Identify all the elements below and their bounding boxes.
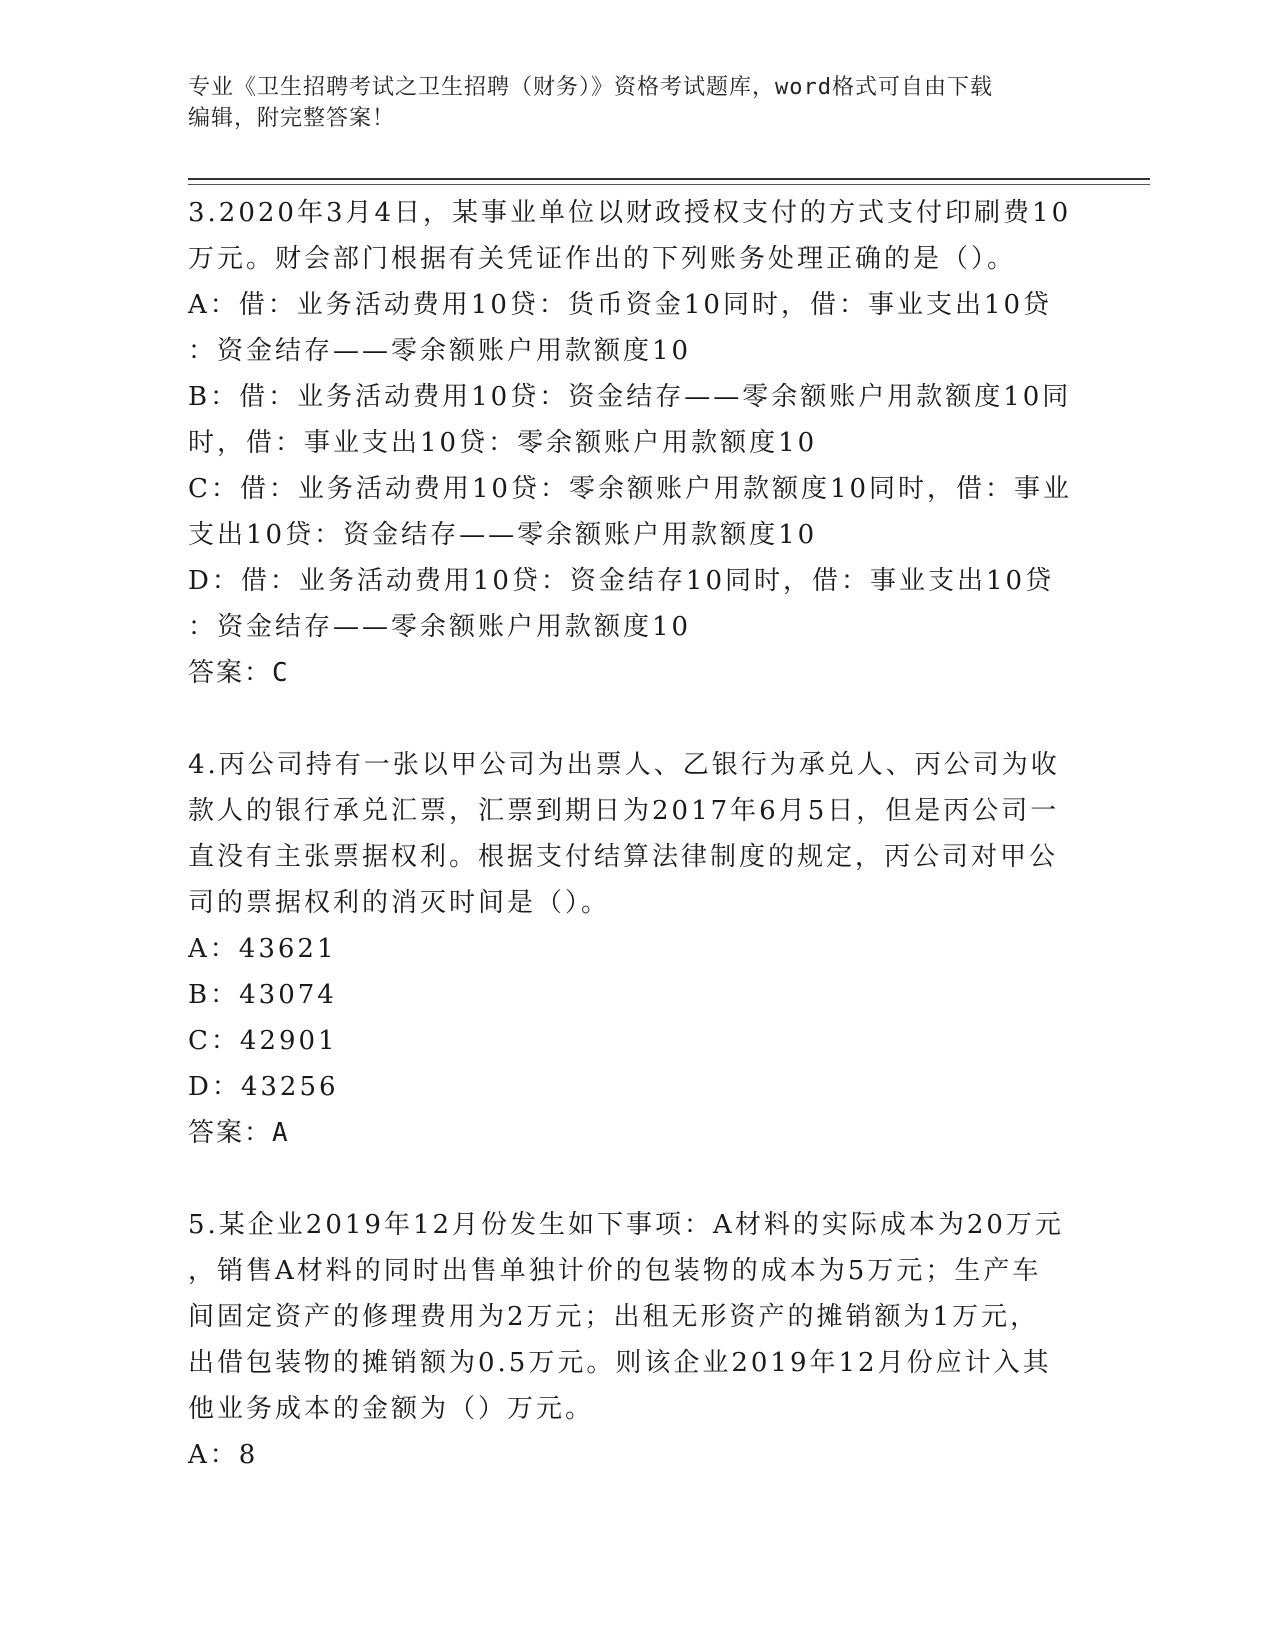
option-b-cont: 时，借：事业支出10贷：零余额账户用款额度10 [188,428,818,458]
answer-label: 答案：A [188,1118,290,1148]
option-a-cont: ：资金结存——零余额账户用款额度10 [188,336,692,366]
option-d: D：43256 [188,1072,339,1102]
header-divider-thin [188,184,1150,185]
option-b: B：借：业务活动费用10贷：资金结存——零余额账户用款额度10同 [188,382,1072,412]
document-header [188,72,1088,134]
question-text-line: 司的票据权利的消灭时间是（）。 [188,888,611,918]
question-text-line: 3.2020年3月4日，某事业单位以财政授权支付的方式支付印刷费10 [188,198,1072,228]
answer-label: 答案：C [188,658,290,688]
question-text-line: 他业务成本的金额为（）万元。 [188,1394,595,1424]
question-gap [188,696,1088,742]
question-text-line: ，销售A材料的同时出售单独计价的包装物的成本为5万元；生产车 [188,1256,1042,1286]
question-gap [188,1156,1088,1202]
option-a: A：借：业务活动费用10贷：货币资金10同时，借：事业支出10贷 [188,290,1053,320]
option-c: C：借：业务活动费用10贷：零余额账户用款额度10同时，借：事业 [188,474,1073,504]
option-a: A：8 [188,1440,259,1470]
option-c-cont: 支出10贷：资金结存——零余额账户用款额度10 [188,520,818,550]
option-d: D：借：业务活动费用10贷：资金结存10同时，借：事业支出10贷 [188,566,1055,596]
option-a: A：43621 [188,934,337,964]
question-list [188,190,1088,1478]
option-d-cont: ：资金结存——零余额账户用款额度10 [188,612,692,642]
question-text-line: 款人的银行承兑汇票，汇票到期日为2017年6月5日，但是丙公司一 [188,796,1060,826]
question-5 [188,1202,1088,1478]
header-line-1: 专业《卫生招聘考试之卫生招聘（财务）》资格考试题库，word格式可自由下载 [188,75,993,100]
header-divider-thick [188,178,1150,180]
question-text-line: 5.某企业2019年12月份发生如下事项：A材料的实际成本为20万元 [188,1210,1064,1240]
header-line-2: 编辑，附完整答案！ [188,106,396,131]
question-text-line: 出借包装物的摊销额为0.5万元。则该企业2019年12月份应计入其 [188,1348,1052,1378]
option-c: C：42901 [188,1026,338,1056]
option-b: B：43074 [188,980,337,1010]
question-text-line: 万元。财会部门根据有关凭证作出的下列账务处理正确的是（）。 [188,244,1017,274]
question-text-line: 直没有主张票据权利。根据支付结算法律制度的规定，丙公司对甲公 [188,842,1059,872]
question-4 [188,742,1088,1156]
question-text-line: 4.丙公司持有一张以甲公司为出票人、乙银行为承兑人、丙公司为收 [188,750,1060,780]
question-3 [188,190,1088,696]
question-text-line: 间固定资产的修理费用为2万元；出租无形资产的摊销额为1万元， [188,1302,1040,1332]
